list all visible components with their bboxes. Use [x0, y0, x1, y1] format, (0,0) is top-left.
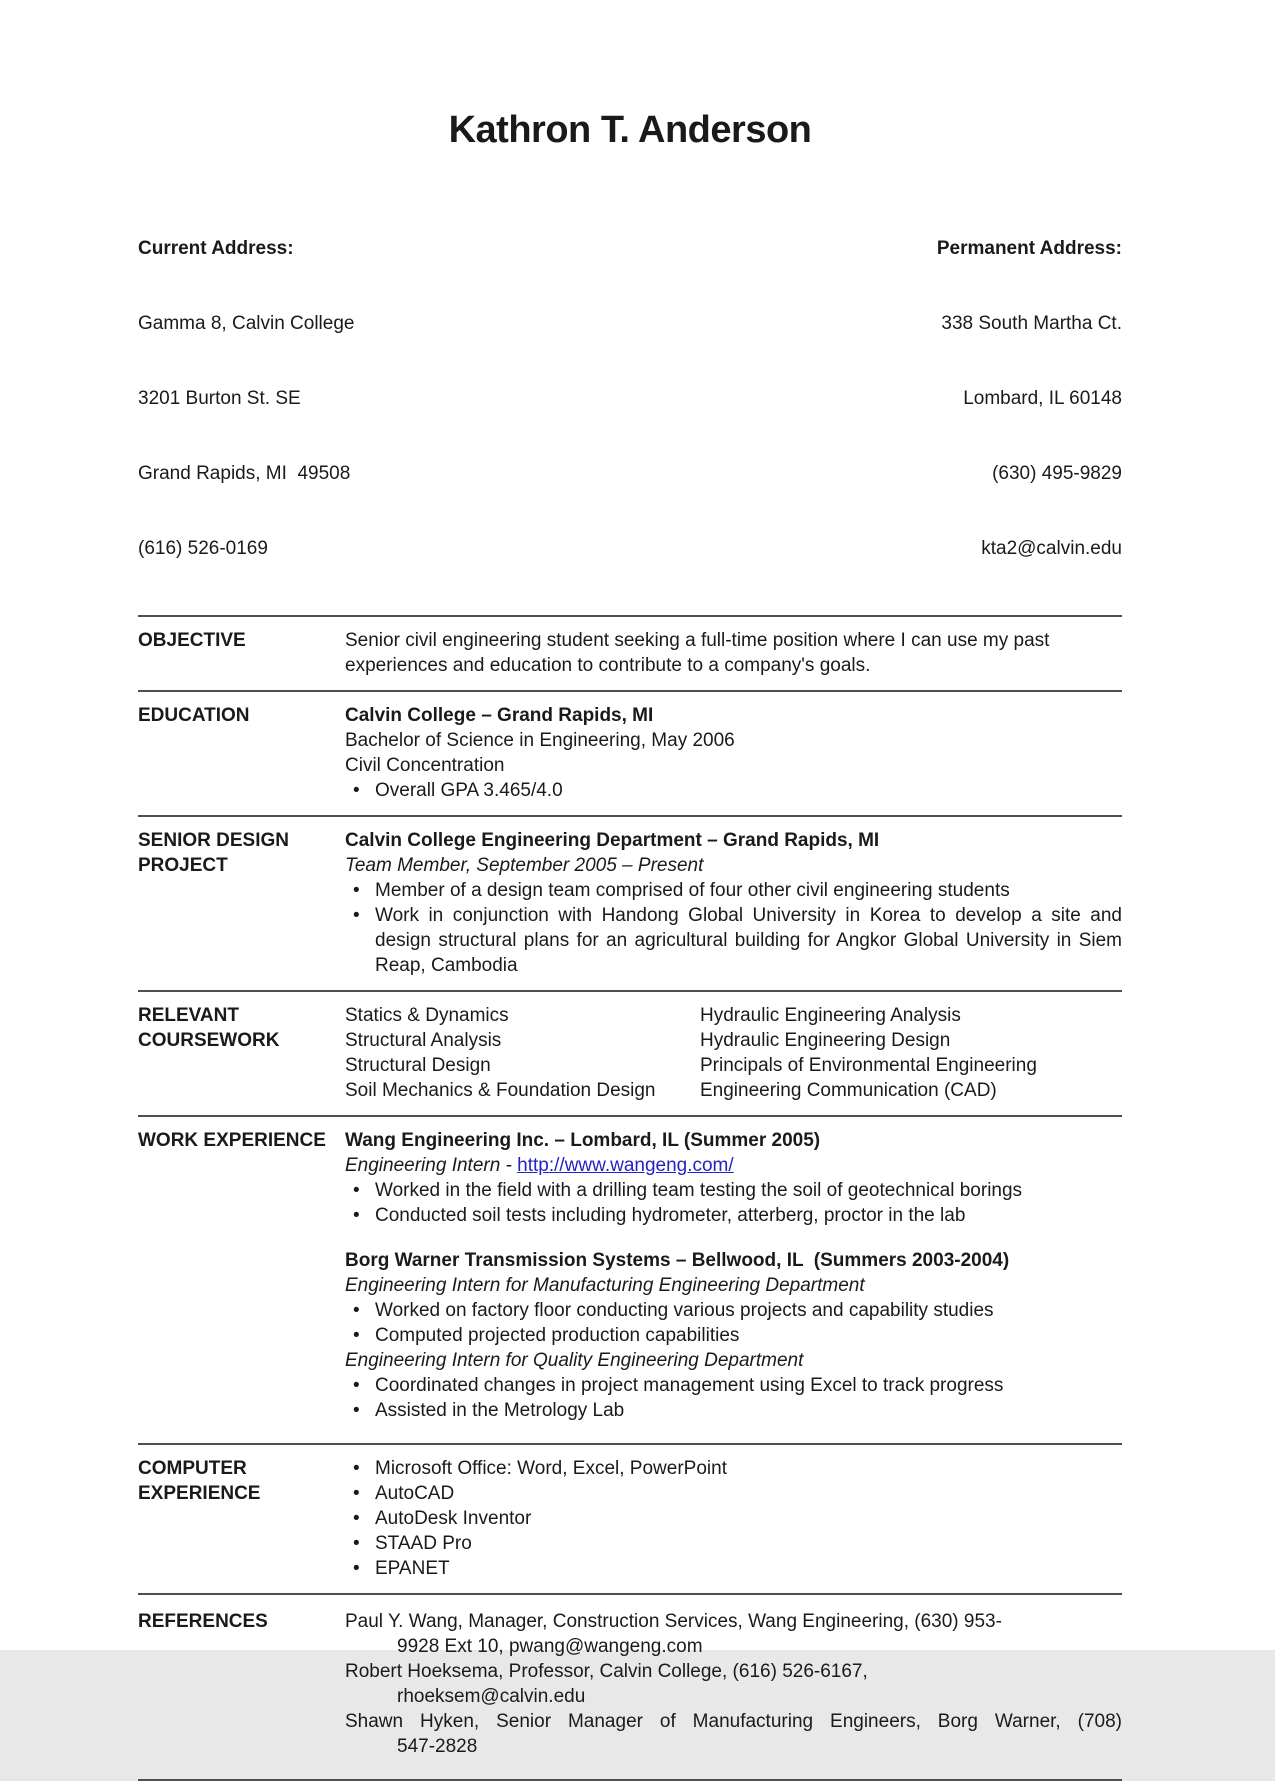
bullet-item: • AutoCAD	[345, 1481, 1122, 1506]
reference-line: 547-2828	[397, 1736, 478, 1757]
address-block	[138, 186, 1122, 611]
section-education	[138, 690, 1122, 815]
references-label: REFERENCES	[138, 1611, 268, 1632]
job-bullet-list	[345, 1298, 1122, 1348]
reference-line: Robert Hoeksema, Professor, Calvin College, (616) 526-6167,	[345, 1661, 868, 1682]
job-role: Engineering Intern -	[345, 1155, 518, 1176]
bullet-item: • Worked on factory floor conducting various projects and capability studies	[345, 1298, 1122, 1323]
education-degree: Bachelor of Science in Engineering, May 2006	[345, 730, 735, 751]
coursework-label: RELEVANT COURSEWORK	[138, 1005, 280, 1051]
bullet-item: • Microsoft Office: Word, Excel, PowerPoint	[345, 1456, 1122, 1481]
current-address-label: Current Address:	[138, 238, 294, 259]
coursework-column-2	[700, 1003, 1122, 1103]
reference-entry	[345, 1659, 1122, 1709]
job-wang	[345, 1128, 1122, 1228]
course-item: Engineering Communication (CAD)	[700, 1080, 997, 1101]
course-item: Hydraulic Engineering Design	[700, 1030, 951, 1051]
section-objective	[138, 615, 1122, 690]
bullet-item: • EPANET	[345, 1556, 1122, 1581]
job-role: Engineering Intern for Quality Engineering Department	[345, 1350, 804, 1371]
reference-entry	[345, 1609, 1122, 1659]
bullet-item: • Coordinated changes in project management using Excel to track progress	[345, 1373, 1122, 1398]
bullet-item: • Worked in the field with a drilling team testing the soil of geotechnical borings	[345, 1178, 1122, 1203]
bullet-item: • STAAD Pro	[345, 1531, 1122, 1556]
objective-text: Senior civil engineering student seeking a full-time position where I can use my past experiences and education to contribute to a company's goals.	[345, 630, 1050, 676]
address-line: 338 South Martha Ct.	[941, 313, 1122, 334]
job-bullet-list	[345, 1373, 1122, 1423]
current-address	[138, 186, 354, 611]
job-role: Engineering Intern for Manufacturing Engineering Department	[345, 1275, 865, 1296]
address-line: (616) 526-0169	[138, 538, 268, 559]
job-borg-warner	[345, 1248, 1122, 1423]
job-spacer	[345, 1228, 1122, 1248]
section-references	[138, 1593, 1122, 1779]
education-concentration: Civil Concentration	[345, 755, 505, 776]
reference-line: Shawn Hyken, Senior Manager of Manufacturing Engineers, Borg Warner, (708)	[345, 1711, 1122, 1732]
work-label: WORK EXPERIENCE	[138, 1130, 326, 1151]
course-item: Hydraulic Engineering Analysis	[700, 1005, 961, 1026]
education-school: Calvin College – Grand Rapids, MI	[345, 705, 654, 726]
address-line: (630) 495-9829	[992, 463, 1122, 484]
computer-label: COMPUTER EXPERIENCE	[138, 1458, 261, 1504]
bullet-item: • Work in conjunction with Handong Global University in Korea to develop a site and design structural plans for an agricultural building for Angkor Global University in Siem Reap, Cambodia	[345, 903, 1122, 978]
course-item: Statics & Dynamics	[345, 1005, 509, 1026]
job-heading: Wang Engineering Inc. – Lombard, IL (Summer 2005)	[345, 1130, 821, 1151]
reference-entry	[345, 1709, 1122, 1759]
address-line: kta2@calvin.edu	[981, 538, 1122, 559]
section-senior-design	[138, 815, 1122, 990]
reference-line: rhoeksem@calvin.edu	[397, 1686, 586, 1707]
education-label: EDUCATION	[138, 705, 250, 726]
bullet-item: • Overall GPA 3.465/4.0	[345, 778, 1122, 803]
senior-design-role: Team Member, September 2005 – Present	[345, 855, 704, 876]
course-item: Principals of Environmental Engineering	[700, 1055, 1037, 1076]
coursework-column-1	[345, 1003, 700, 1103]
address-line: Grand Rapids, MI 49508	[138, 463, 351, 484]
section-work-experience	[138, 1115, 1122, 1443]
section-computer-experience	[138, 1443, 1122, 1593]
bullet-item: • Conducted soil tests including hydrometer, atterberg, proctor in the lab	[345, 1203, 1122, 1228]
reference-line: Paul Y. Wang, Manager, Construction Services, Wang Engineering, (630) 953-	[345, 1611, 1002, 1632]
bullet-item: • AutoDesk Inventor	[345, 1506, 1122, 1531]
bullet-item: • Computed projected production capabilities	[345, 1323, 1122, 1348]
education-bullet-list	[345, 778, 1122, 803]
section-coursework	[138, 990, 1122, 1115]
senior-design-org: Calvin College Engineering Department – Grand Rapids, MI	[345, 830, 880, 851]
page-title: Kathron T. Anderson	[448, 109, 812, 151]
job-bullet-list	[345, 1178, 1122, 1228]
address-line: Lombard, IL 60148	[963, 388, 1122, 409]
address-line: 3201 Burton St. SE	[138, 388, 301, 409]
computer-bullet-list	[345, 1456, 1122, 1581]
bullet-item: • Assisted in the Metrology Lab	[345, 1398, 1122, 1423]
job-role-line	[345, 1153, 1122, 1178]
course-item: Structural Design	[345, 1055, 491, 1076]
objective-label: OBJECTIVE	[138, 630, 246, 651]
reference-line: 9928 Ext 10, pwang@wangeng.com	[397, 1636, 703, 1657]
senior-design-bullet-list	[345, 878, 1122, 978]
course-item: Soil Mechanics & Foundation Design	[345, 1080, 656, 1101]
wangeng-link[interactable]: http://www.wangeng.com/	[517, 1155, 734, 1176]
bullet-item: • Member of a design team comprised of four other civil engineering students	[345, 878, 1122, 903]
address-line: Gamma 8, Calvin College	[138, 313, 355, 334]
senior-design-label: SENIOR DESIGN PROJECT	[138, 830, 289, 876]
course-item: Structural Analysis	[345, 1030, 502, 1051]
permanent-address	[937, 186, 1122, 611]
permanent-address-label: Permanent Address:	[936, 238, 1122, 259]
job-heading: Borg Warner Transmission Systems – Bellwood, IL (Summers 2003-2004)	[345, 1250, 1010, 1271]
